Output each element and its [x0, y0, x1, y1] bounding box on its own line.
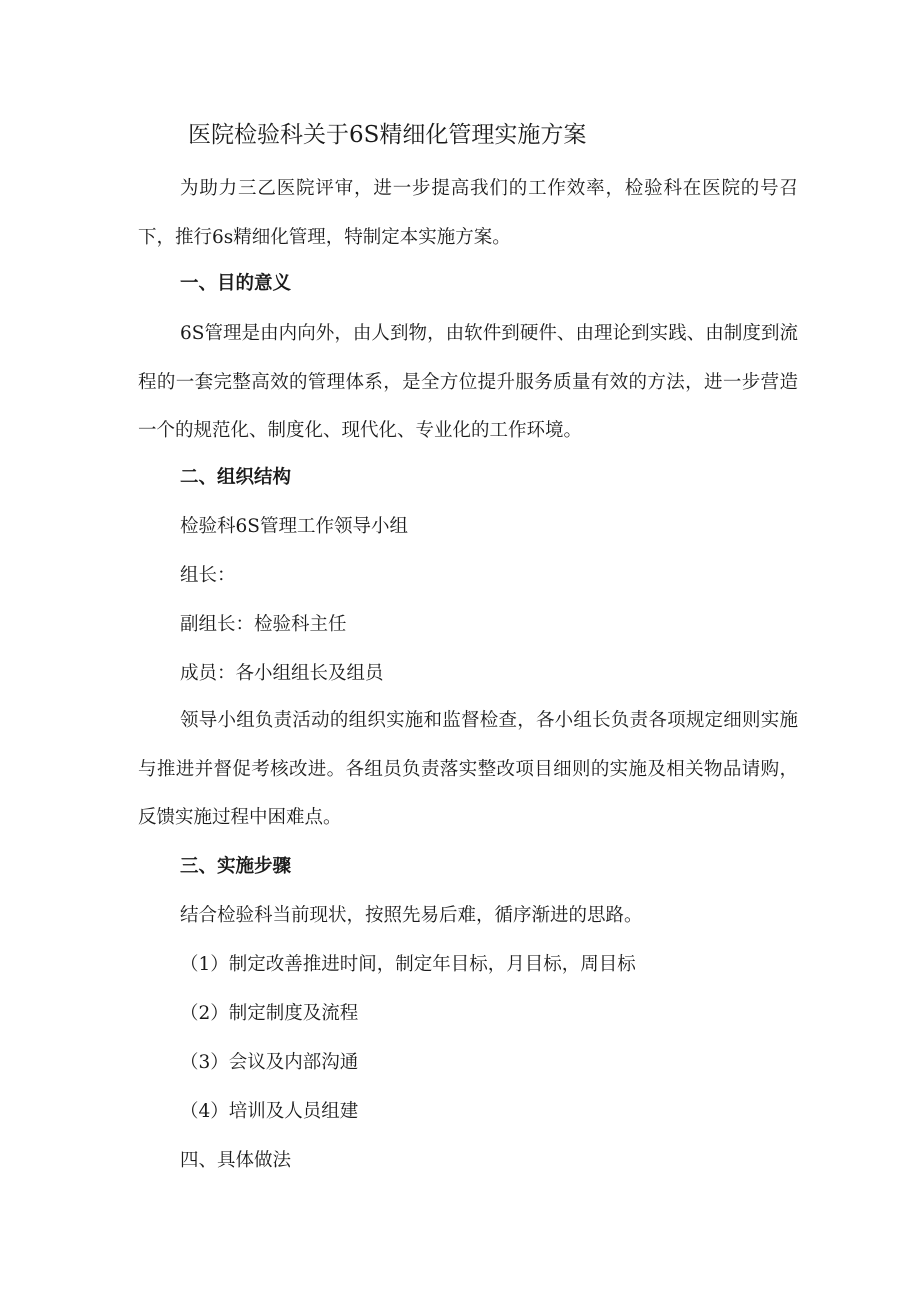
step-item: （2）制定制度及流程 [180, 1003, 359, 1024]
intro-paragraph: 为助力三乙医院评审，进一步提高我们的工作效率，检验科在医院的号召下，推行6s精细化管理，特制定本实施方案。 [138, 178, 798, 248]
group-leader: 组长： [180, 565, 236, 586]
section2-heading: 二、组织结构 [180, 467, 292, 488]
step-item: （4）培训及人员组建 [180, 1101, 359, 1122]
step-item: （3）会议及内部沟通 [180, 1052, 359, 1073]
step-item: （1）制定改善推进时间，制定年目标，月目标，周目标 [180, 954, 636, 975]
group-name: 检验科6S管理工作领导小组 [180, 516, 408, 537]
document-title: 医院检验科关于6S精细化管理实施方案 [188, 122, 587, 148]
section4-heading: 四、具体做法 [180, 1150, 292, 1171]
section3-intro: 结合检验科当前现状，按照先易后难，循序渐进的思路。 [180, 905, 643, 926]
deputy-leader: 副组长：检验科主任 [180, 614, 347, 635]
group-members: 成员：各小组组长及组员 [180, 663, 384, 684]
section1-body: 6S管理是由内向外，由人到物，由软件到硬件、由理论到实践、由制度到流程的一套完整高效的管理体系，是全方位提升服务质量有效的方法，进一步营造一个的规范化、制度化、现代化、专业化的工作环境。 [138, 323, 798, 441]
section2-body: 领导小组负责活动的组织实施和监督检查，各小组长负责各项规定细则实施与推进并督促考核改进。各组员负责落实整改项目细则的实施及相关物品请购，反馈实施过程中困难点。 [138, 710, 798, 828]
section1-heading: 一、目的意义 [180, 273, 292, 294]
section3-heading: 三、实施步骤 [180, 856, 292, 877]
